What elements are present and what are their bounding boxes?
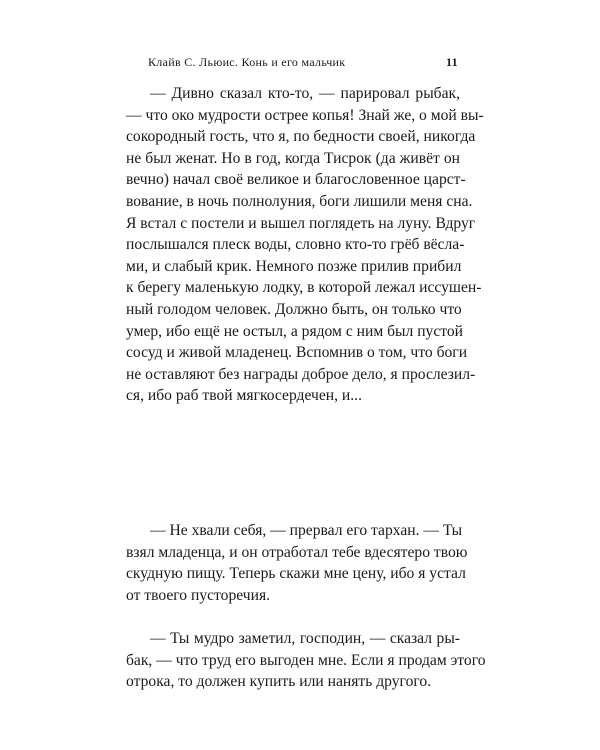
running-header [148, 55, 458, 71]
text-line: отрока, то должен купить или нанять другого. [126, 673, 432, 691]
paragraph-fisherman-answer [126, 628, 486, 693]
text-line: Я встал с постели и вышел поглядеть на луну. Вдруг [126, 214, 476, 232]
paragraph-fisherman-story [126, 83, 484, 407]
text-line: к берегу маленькую лодку, в которой лежал иссушен- [126, 279, 482, 297]
text-line: бак, — что труд его выгоден мне. Если я продам этого [126, 651, 486, 669]
text-line: скудную пищу. Теперь скажи мне цену, ибо я устал [126, 565, 466, 583]
text-line: послышался плеск воды, словно кто-то грёб вёсла- [126, 236, 465, 254]
text-line: ный голодом человек. Должно быть, он только что [126, 300, 462, 318]
text-line: вование, в ночь полнолуния, боги лишили меня сна. [126, 192, 473, 210]
text-line: от твоего пусторечия. [126, 586, 271, 604]
text-line: сокородный гость, что я, по бедности своей, никогда [126, 128, 476, 146]
text-line: взял младенца, и он отработал тебе вдесятеро твою [126, 543, 468, 561]
text-line: — что око мудрости острее копья! Знай же, о мой вы- [126, 106, 484, 124]
text-line: ми, и слабый крик. Немного позже прилив прибил [126, 257, 462, 275]
paragraph-tarkhan-reply [126, 520, 468, 606]
text-line: — Дивно сказал кто-то, — парировал рыбак, [150, 85, 460, 102]
running-title: Клайв С. Льюис. Конь и его мальчик [148, 55, 346, 69]
text-line: вечно) начал своё великое и благословенное царст- [126, 171, 466, 189]
text-line: — Не хвали себя, — прервал его тархан. — Ты [150, 522, 463, 539]
text-line: сосуд и живой младенец. Вспомнив о том, что боги [126, 344, 468, 362]
text-line: не был женат. Но в год, когда Тисрок (да живёт он [126, 149, 460, 167]
page-number: 11 [446, 55, 458, 69]
text-line: ся, ибо раб твой мягкосердечен, и... [126, 387, 362, 405]
text-line: — Ты мудро заметил, господин, — сказал ры- [150, 630, 460, 647]
text-line: умер, ибо ещё не остыл, а рядом с ним был пустой [126, 322, 464, 340]
text-line: не оставляют без награды доброе дело, я прослезил- [126, 365, 476, 383]
